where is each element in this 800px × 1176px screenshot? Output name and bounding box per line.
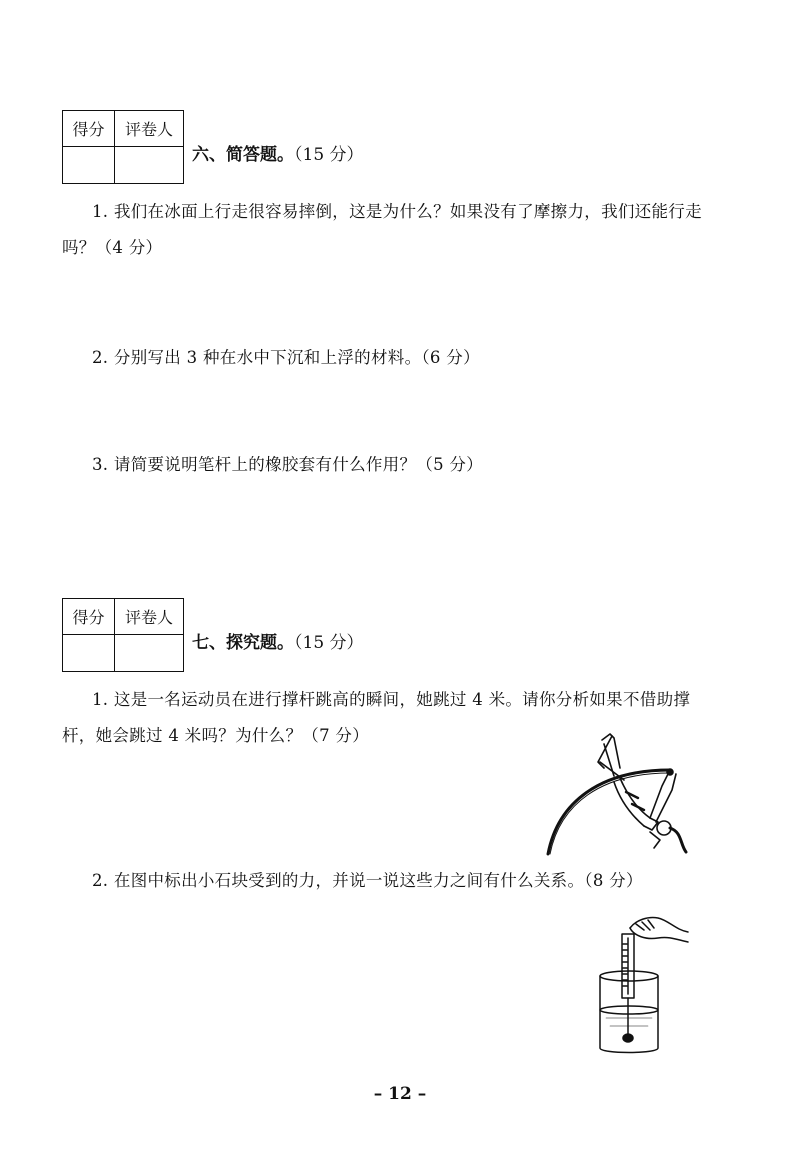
score-entry-cell[interactable]	[63, 635, 115, 671]
question-7-1: 1. 这是一名运动员在进行撑杆跳高的瞬间，她跳过 4 米。请你分析如果不借助撑杆，她会跳过 4 米吗？为什么？（7 分）	[62, 690, 691, 745]
score-box-section-6	[62, 110, 184, 184]
score-label: 得分	[63, 599, 115, 635]
section-7-title	[192, 628, 364, 653]
question-7-2: 2. 在图中标出小石块受到的力，并说一说这些力之间有什么关系。（8 分）	[92, 871, 643, 890]
question-6-3: 3. 请简要说明笔杆上的橡胶套有什么作用？（5 分）	[92, 455, 484, 474]
grader-entry-cell[interactable]	[115, 635, 183, 671]
grader-label: 评卷人	[115, 599, 183, 635]
section-points: （15 分）	[294, 145, 364, 165]
score-box-section-7	[62, 598, 184, 672]
question-6-2: 2. 分别写出 3 种在水中下沉和上浮的材料。（6 分）	[92, 348, 480, 367]
grader-label: 评卷人	[115, 111, 183, 147]
grader-entry-cell[interactable]	[115, 147, 183, 183]
section-title-text: 六、简答题。	[192, 145, 294, 165]
section-title-text: 七、探究题。	[192, 633, 294, 653]
pole-vault-figure	[540, 732, 700, 860]
section-points: （15 分）	[294, 633, 364, 653]
score-label: 得分	[63, 111, 115, 147]
spring-scale-beaker-figure	[592, 910, 702, 1060]
section-6-title	[192, 140, 364, 165]
score-entry-cell[interactable]	[63, 147, 115, 183]
question-6-1: 1. 我们在冰面上行走很容易摔倒，这是为什么？如果没有了摩擦力，我们还能行走吗？（4 分）	[62, 202, 702, 257]
page-number: – 12 –	[373, 1084, 427, 1104]
